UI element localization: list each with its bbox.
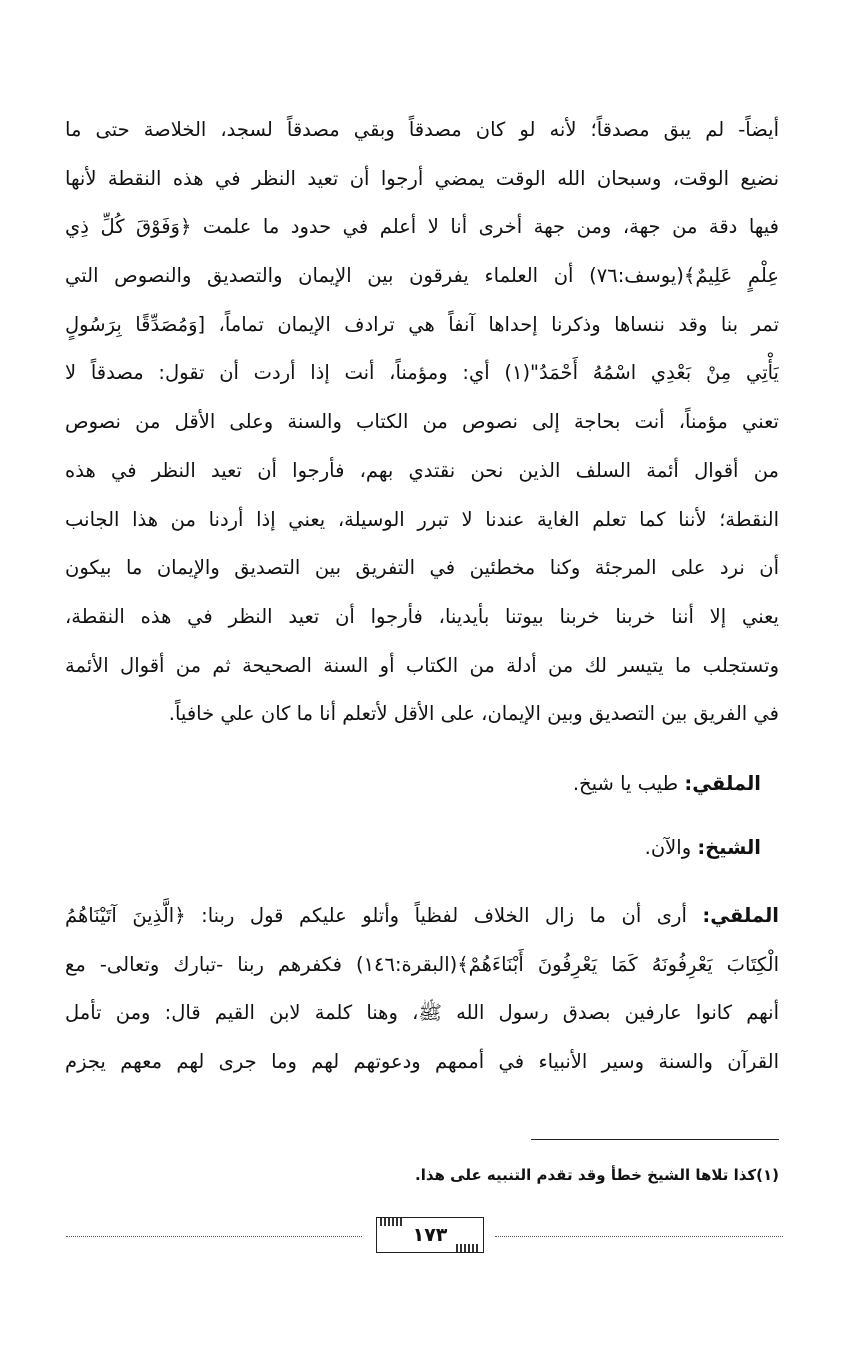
text-line: وتستجلب ما يتيسر لك من أدلة من الكتاب أو السنة الصحيحة ثم من أقوال الأئمة — [65, 653, 779, 677]
speaker-label: الملقي: — [684, 772, 761, 795]
text-line: الْكِتَابَ يَعْرِفُونَهُ كَمَا يَعْرِفُونَ أَبْنَاءَهُمْ﴾(البقرة:١٤٦) فكفرهم ربنا -تبارك وتعالى- مع — [65, 952, 779, 976]
text-segment: أرى أن ما زال الخلاف لفظياً وأتلو عليكم قول ربنا: ﴿الَّذِينَ آتَيْنَاهُمُ — [65, 904, 703, 927]
dialogue-text: والآن. — [644, 836, 698, 859]
text-line: يَأْتِي مِنْ بَعْدِي اسْمُهُ أَحْمَدُ"(١) أي: ومؤمناً، أنت إذا أردت أن تقول: مصدقاً لا — [65, 361, 779, 385]
text-line: من أقوال أئمة السلف الذين نحن نقتدي بهم، فأرجوا أن تعيد النظر في هذه — [65, 458, 779, 482]
footer-dotted-rule-right — [495, 1236, 783, 1237]
text-line: النقطة؛ لأننا كما تعلم الغاية عندنا لا تبرر الوسيلة، يعني إذا أردنا من هذا الجانب — [65, 507, 779, 531]
text-line: نضيع الوقت، وسبحان الله الوقت يمضي أرجوا أن تعيد النظر في هذه النقطة لأنها — [65, 166, 779, 190]
speaker-label: الملقي: — [702, 904, 779, 927]
text-line: تمر بنا وقد ننساها وذكرنا إحداها آنفاً هي ترادف الإيمان تماماً، [وَمُصَدِّقًا بِرَسُولٍ — [65, 312, 779, 336]
text-line — [65, 892, 779, 941]
footnote: (١)كذا تلاها الشيخ خطأ وقد تقدم التنبيه على هذا. — [415, 1166, 779, 1184]
text-line: في الفريق بين التصديق وبين الإيمان، على الأقل لأتعلم أنا ما كان علي خافياً. — [168, 702, 779, 726]
speaker-label: الشيخ: — [697, 836, 761, 859]
main-paragraph — [65, 106, 779, 739]
text-line: يعني إلا أننا خربنا خربنا بيوتنا بأيدينا، فأرجوا أن تعيد النظر في هذه النقطة، — [65, 604, 779, 628]
text-line: القرآن والسنة وسير الأنبياء في أممهم ودعوتهم لهم وما جرى لهم معهم يجزم — [65, 1050, 779, 1074]
dialogue-text: طيب يا شيخ. — [572, 772, 685, 795]
text-line: فيها دقة من جهة، ومن جهة أخرى أنا لا أعلم في حدود ما علمت ﴿وَفَوْقَ كُلِّ ذِي — [65, 215, 779, 239]
ornament-icon — [380, 1218, 402, 1226]
footnote-separator — [531, 1139, 779, 1140]
footer-dotted-rule-left — [66, 1236, 362, 1237]
text-line: أيضاً- لم يبق مصدقاً؛ لأنه لو كان مصدقاً وبقي مصدقاً لسجد، الخلاصة حتى ما — [65, 118, 779, 141]
second-paragraph — [65, 892, 779, 1087]
dialogue-line — [645, 836, 761, 859]
page-number: ١٧٣ — [412, 1224, 448, 1246]
text-line: عِلْمٍ عَلِيمٌ﴾(يوسف:٧٦) أن العلماء يفرقون بين الإيمان والتصديق والنصوص التي — [65, 264, 779, 288]
text-line: تعني مؤمناً، أنت بحاجة إلى نصوص من الكتاب والسنة وعلى الأقل من نصوص — [65, 410, 779, 434]
dialogue-line — [573, 772, 761, 795]
ornament-icon — [456, 1244, 478, 1252]
text-line: أن نرد على المرجئة وكنا مخطئين في التفريق بين التصديق والإيمان ما بيكون — [65, 556, 779, 580]
text-line: أنهم كانوا عارفين بصدق رسول الله ﷺ، وهنا كلمة لابن القيم قال: ومن تأمل — [65, 1001, 779, 1025]
